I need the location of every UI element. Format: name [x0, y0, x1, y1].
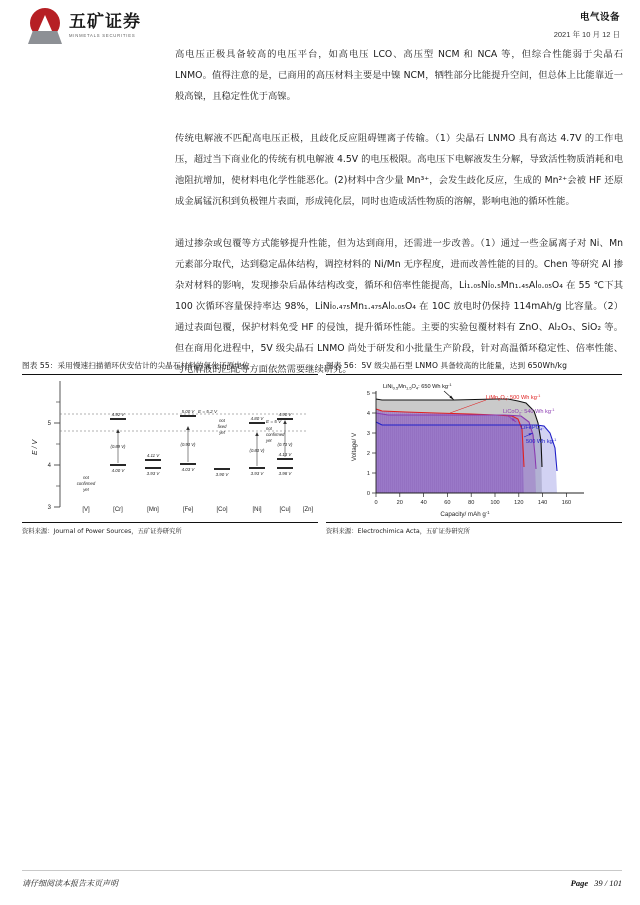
svg-text:yet: yet	[266, 438, 272, 443]
svg-text:4: 4	[47, 463, 51, 469]
report-date: 2021 年 10 月 12 日	[553, 30, 620, 39]
svg-text:1: 1	[366, 471, 370, 477]
figure-55-chart	[22, 375, 318, 520]
svg-text:E = 5 V: E = 5 V	[266, 419, 282, 424]
svg-text:[Zn]: [Zn]	[302, 507, 314, 513]
svg-text:80: 80	[468, 500, 475, 506]
svg-text:3: 3	[47, 505, 51, 511]
svg-text:3: 3	[366, 431, 370, 437]
company-logo	[28, 8, 141, 44]
header-meta	[554, 9, 620, 40]
svg-text:LiCoO2: 540 Wh kg-1: LiCoO$_2$: 540 Wh $kg^{-1}$	[503, 407, 555, 416]
footer-disclaimer: 请仔细阅读本报告末页声明	[22, 879, 118, 888]
svg-text:5: 5	[47, 421, 51, 427]
page-label: Page	[570, 878, 589, 888]
svg-text:4.03 V: 4.03 V	[181, 467, 195, 472]
paragraph-1: 高电压正极具备较高的电压平台，如高电压 LCO、高压型 NCM 和 NCA 等，但综合性能弱于尖晶石 LNMO。值得注意的是，已商用的高压材料主要是中镍 NCM，牺牲部分比能提升空间，但总体上比能靠近一般高镍，且稳定性优于高镍。	[175, 49, 623, 102]
svg-text:yet: yet	[219, 430, 225, 435]
svg-text:confirmed: confirmed	[266, 432, 285, 437]
svg-text:0: 0	[374, 500, 378, 506]
svg-text:120: 120	[514, 500, 524, 506]
svg-text:[Fe]: [Fe]	[182, 507, 194, 513]
minmetals-logo-icon	[28, 8, 62, 44]
svg-text:Voltage/ V: Voltage/ V	[351, 432, 358, 462]
svg-text:not: not	[83, 475, 89, 480]
svg-text:Capacity/ mAh g-1: Capacity/ mAh $g^{-1}$	[440, 510, 490, 518]
svg-text:E / V: E / V	[32, 439, 39, 455]
figure-row	[22, 360, 622, 535]
svg-text:[Cr]: [Cr]	[113, 507, 123, 513]
svg-text:140: 140	[537, 500, 548, 506]
figure-56-caption: 图表 56：5V 级尖晶石型 LNMO 具备较高的比能量，达到 650Wh/kg	[326, 361, 568, 370]
svg-text:2: 2	[366, 451, 370, 457]
svg-text:3.93 V: 3.93 V	[146, 471, 160, 476]
svg-text:40: 40	[420, 500, 427, 506]
capacity-voltage-chart	[326, 375, 622, 520]
svg-text:4: 4	[366, 411, 370, 417]
figure-56-source: 资料来源：Electrochimica Acta，五矿证券研究所	[326, 528, 471, 535]
paragraph-3: 通过掺杂或包覆等方式能够提升性能，但为达到商用，还需进一步改善。（1）通过一些金属离子对 Ni、Mn 元素部分取代，达到稳定晶体结构，调控材料的 Ni/Mn 无序程度，进而改善性能的目的。Chen 等研究 Al 掺杂对材料的影响，发现掺杂后晶体结构改变，循环和倍率性能提高，Li₁.₀₅Ni₀.₅Mn₁.₄₅Al₀.₀₅O₄ 在 55 ℃下其 100 次循环容量保持率达 98%，LiNi₀.₄₇₅Mn₁.₄₇₅Al₀.₀₅O₄ 在 10C 放电时仍保持 114mAh/g 比容量。（2）通过表面包覆，保护材料免受 HF 的侵蚀，提升循环性能。主要的实验包覆材料有 ZnO、Al₂O₃、SiO₂ 等。但在商用化进程中，5V 级尖晶石 LNMO 尚处于研发和小批量生产阶段，针对高温循环稳定性、倍率性能、与电解液的匹配等方面依然需要继续研究。	[175, 238, 623, 375]
svg-text:500 Wh kg-1: 500 Wh $kg^{-1}$	[526, 437, 557, 445]
svg-text:20: 20	[396, 500, 403, 506]
page-footer	[22, 870, 622, 889]
svg-text:5.00 V: 5.00 V	[181, 409, 195, 414]
page-header	[0, 0, 640, 50]
svg-text:160: 160	[561, 500, 572, 506]
svg-text:LiFePO4:: LiFePO$_4$:	[521, 425, 544, 432]
svg-text:(0.93 V): (0.93 V)	[180, 442, 196, 447]
svg-text:[Mn]: [Mn]	[147, 507, 159, 513]
svg-text:fixed: fixed	[217, 424, 227, 429]
svg-text:4.11 V: 4.11 V	[146, 453, 160, 458]
svg-text:5: 5	[366, 391, 370, 397]
svg-text:confirmed: confirmed	[76, 481, 96, 486]
svg-text:3.98 V: 3.98 V	[278, 471, 292, 476]
logo-name-cn: 五矿证券	[69, 11, 141, 32]
svg-text:E = 5.2 V: E = 5.2 V	[198, 409, 218, 414]
svg-text:3.93 V: 3.93 V	[250, 471, 264, 476]
svg-text:LiNi0.5Mn1.5O4: 650 Wh kg-1: $LiNi_{0.5}Mn_{1.5}O_4$: 650 Wh $kg^{-1}$	[383, 382, 452, 391]
report-sector: 电气设备	[579, 12, 620, 23]
svg-text:100: 100	[490, 500, 500, 506]
svg-text:(0.83 V): (0.83 V)	[249, 448, 265, 453]
figure-56-chart	[326, 375, 622, 520]
figure-55-caption: 图表 55：采用慢速扫描循环伏安估计的尖晶石材料的氧化还原电位	[22, 361, 250, 370]
svg-text:4.80 V: 4.80 V	[250, 416, 264, 421]
svg-text:not: not	[266, 426, 272, 431]
redox-potential-chart	[22, 375, 318, 520]
svg-text:4.00 V: 4.00 V	[111, 468, 125, 473]
svg-text:60: 60	[444, 500, 451, 506]
page-value: 39 / 101	[594, 878, 622, 888]
figure-55	[22, 360, 318, 535]
svg-text:[Cu]: [Cu]	[279, 507, 291, 513]
article-body	[175, 44, 623, 401]
figure-55-source: 资料来源：Journal of Power Sources，五矿证券研究所	[22, 528, 182, 535]
svg-text:yet: yet	[83, 487, 89, 492]
paragraph-2: 传统电解液不匹配高电压正极，且歧化反应阻碍锂离子传输。（1）尖晶石 LNMO 具有高达 4.7V 的工作电压，超过当下商业化的传统有机电解液 4.5V 的电压极限。高电压下电解液发生分解，导致活性物质消耗和电池阻抗增加，使材料电化学性能恶化。(2)材料中含少量 Mn³⁺，会发生歧化反应，生成的 Mn²⁺会被 HF 还原成金属锰沉积到负极锂片表面，形成钝化层，同时也造成活性物质的溶解，影响电池的循环性能。	[175, 133, 623, 207]
page-number	[571, 878, 622, 888]
svg-text:(0.89 V): (0.89 V)	[110, 444, 126, 449]
svg-text:3.90 V: 3.90 V	[215, 472, 229, 477]
svg-text:LiMn2O4: 500 Wh kg-1: $LiMn_2O_4$: 500 Wh $kg^{-1}$	[486, 393, 541, 402]
logo-name-en: MINMETALS SECURITIES	[69, 32, 136, 38]
svg-text:not: not	[219, 418, 225, 423]
svg-text:[Co]: [Co]	[216, 507, 228, 513]
figure-56	[326, 360, 622, 535]
svg-text:4.13 V: 4.13 V	[278, 452, 292, 457]
svg-text:[Ni]: [Ni]	[252, 507, 262, 513]
svg-text:[V]: [V]	[82, 507, 90, 513]
svg-text:0: 0	[366, 491, 370, 497]
svg-text:(0.73 V): (0.73 V)	[277, 442, 293, 447]
svg-text:4.92 V: 4.92 V	[111, 412, 125, 417]
svg-text:4.90 V: 4.90 V	[278, 412, 292, 417]
